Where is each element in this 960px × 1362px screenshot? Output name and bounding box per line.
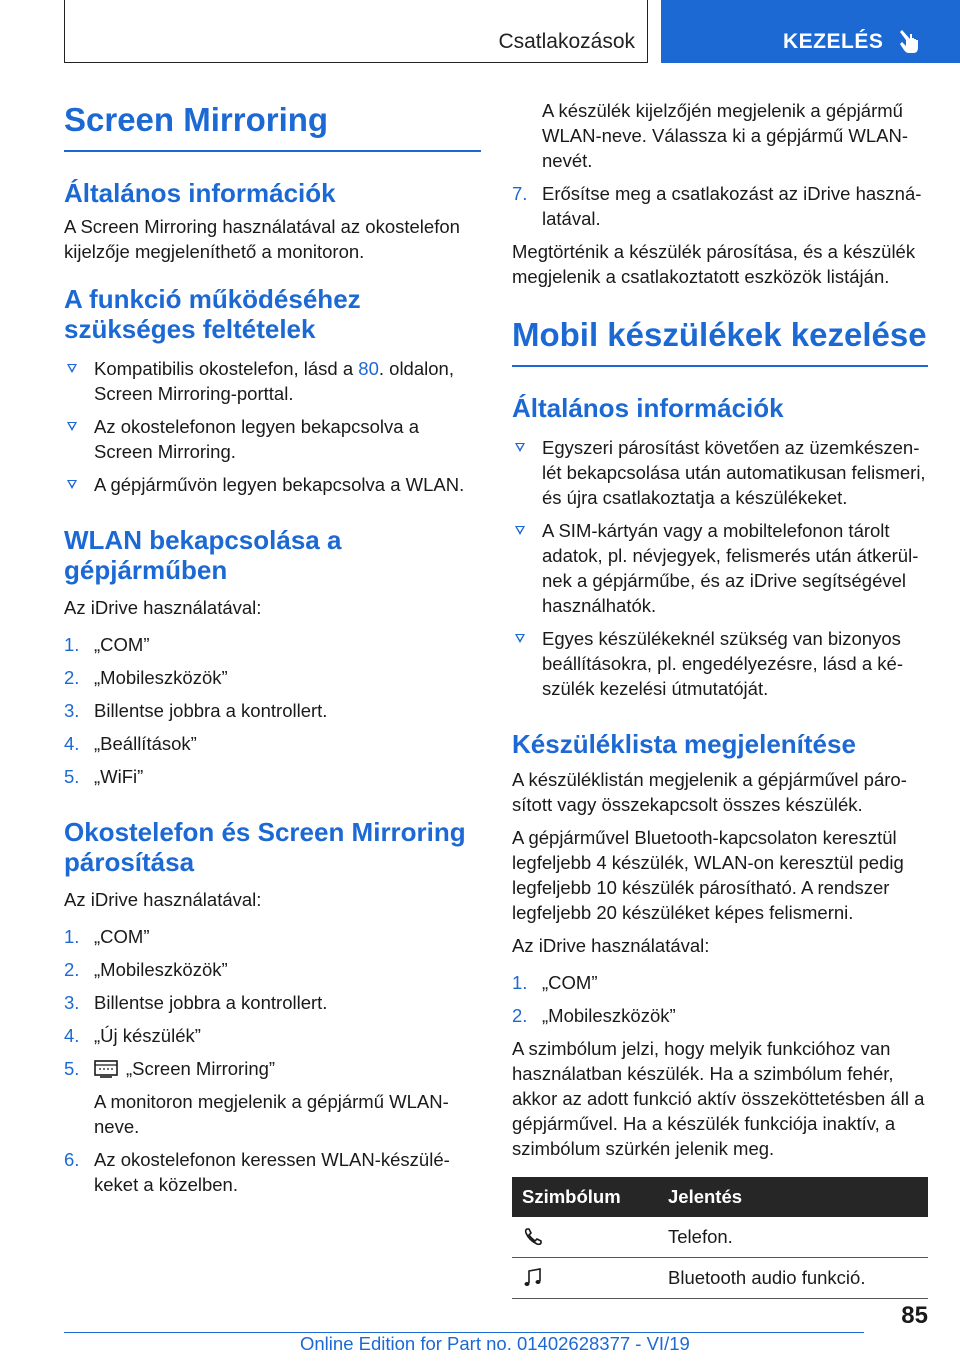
paragraph: A szimbólum jelzi, hogy melyik funkcióhoz van használatban készülék. Ha a szimbólum fehér, akkor az adott funkció aktív összeköttetésben áll a gépjárművel. Ha a készülék funkciója inaktív, a szimbólum szürkén jelenik meg. bbox=[512, 1037, 925, 1159]
right-column bbox=[512, 98, 928, 1299]
numbered-list-continued bbox=[512, 98, 928, 231]
phone-icon bbox=[522, 1226, 544, 1248]
subsection-title: Készüléklista megjelenítése bbox=[512, 728, 856, 759]
table-cell bbox=[512, 1257, 658, 1298]
list-item: Az okostelefonon legyen bekapcsolva a Screen Mirroring. bbox=[64, 414, 481, 464]
section-title-mobile-devices: Mobil készülékek kezelése bbox=[512, 315, 928, 367]
bullet-list bbox=[64, 356, 481, 497]
list-item: 2. „Mobileszközök” bbox=[64, 958, 228, 980]
list-item: 5. „Screen Mirroring” bbox=[64, 1057, 276, 1079]
list-item: 1. „COM” bbox=[512, 971, 598, 993]
bullet-triangle-icon bbox=[515, 443, 525, 452]
list-item: A gépjárművön legyen bekapcsolva a WLAN. bbox=[64, 472, 481, 497]
list-item: 6. Az okostelefonon keressen WLAN-készülékeket a közelben. bbox=[64, 1148, 450, 1195]
table-cell: Bluetooth audio funkció. bbox=[658, 1257, 928, 1298]
list-item: Kompatibilis okostelefon, lásd a 80. oldalon, Screen Mirroring-porttal. bbox=[64, 356, 481, 406]
table-cell: Telefon. bbox=[658, 1217, 928, 1258]
list-item: A készülék kijelzőjén megjelenik a gépjármű WLAN-neve. Válassza ki a gépjármű WLAN-nevét. bbox=[542, 100, 909, 171]
bullet-triangle-icon bbox=[515, 634, 525, 643]
list-item: 4. „Beállítások” bbox=[64, 732, 197, 754]
table-header-cell: Jelentés bbox=[658, 1177, 928, 1217]
header-section-box bbox=[64, 0, 648, 63]
step-note: A monitoron megjelenik a gépjármű WLAN-neve. bbox=[94, 1090, 449, 1137]
header-tab-label: KEZELÉS bbox=[783, 30, 884, 53]
list-item: 2. „Mobileszközök” bbox=[64, 666, 228, 688]
paragraph: A készüléklistán megjelenik a gépjárművel párosított vagy összekapcsolt összes készülék. bbox=[512, 768, 907, 815]
table-row bbox=[512, 1217, 928, 1258]
bullet-list bbox=[512, 435, 928, 701]
table-header-cell: Szimbólum bbox=[512, 1177, 658, 1217]
list-item: 2. „Mobileszközök” bbox=[512, 1004, 676, 1026]
paragraph: Az iDrive használatával: bbox=[64, 888, 262, 910]
header-section-title: Csatlakozások bbox=[498, 30, 635, 53]
footer-edition: Online Edition for Part no. 01402628377 - VI/19 bbox=[300, 1333, 690, 1354]
paragraph: Megtörténik a készülék párosítása, és a készülék megjelenik a csatlakoztatott eszközök listáján. bbox=[512, 241, 916, 287]
bullet-triangle-icon bbox=[67, 364, 77, 373]
list-item: 1. „COM” bbox=[64, 925, 150, 947]
hand-pointer-icon bbox=[897, 26, 923, 56]
bullet-triangle-icon bbox=[515, 526, 525, 535]
list-item: Egyszeri párosítást követően az üzemkészenlét bekapcsolása után automatikusan felismeri, és újra csatlakoztatja a készülékeket. bbox=[512, 435, 928, 510]
paragraph: A Screen Mirroring használatával az okostelefon kijelzője megjeleníthető a monitoron. bbox=[64, 215, 460, 262]
list-item: 5. „WiFi” bbox=[64, 765, 144, 787]
list-item: Egyes készülékeknél szükség van bizonyos beállításokra, pl. engedélyezésre, lásd a készülék kezelési útmutatóját. bbox=[512, 626, 928, 701]
list-item: 7. Erősítse meg a csatlakozást az iDrive használatával. bbox=[512, 183, 922, 229]
section-title-screen-mirroring: Screen Mirroring bbox=[64, 100, 481, 152]
header-tab bbox=[661, 0, 960, 63]
list-item: 3. Billentse jobbra a kontrollert. bbox=[64, 699, 328, 721]
bullet-triangle-icon bbox=[67, 480, 77, 489]
subsection-title: Általános információk bbox=[512, 392, 784, 423]
page-link[interactable]: 80 bbox=[358, 357, 379, 379]
list-item bbox=[64, 1089, 481, 1139]
paragraph: A gépjárművel Bluetooth-kapcsolaton keresztül legfeljebb 4 készülék, WLAN-on keresztül pedig legfeljebb 10 készülék párosítható. A rendszer legfeljebb 20 készüléket képes felismerni. bbox=[512, 826, 904, 923]
screen-mirroring-icon bbox=[94, 1060, 118, 1078]
list-item: 1. „COM” bbox=[64, 633, 150, 655]
list-item: 4. „Új készülék” bbox=[64, 1024, 201, 1046]
table-row bbox=[512, 1257, 928, 1298]
page-number: 85 bbox=[901, 1302, 928, 1329]
left-column bbox=[64, 100, 481, 1205]
list-item: A SIM-kártyán vagy a mobiltelefonon tárolt adatok, pl. névjegyek, felismerés után átkerülnek a gépjárműbe, és az iDrive segítségével használhatók. bbox=[512, 518, 928, 618]
paragraph: Az iDrive használatával: bbox=[64, 596, 262, 618]
subsection-title: Általános információk bbox=[64, 177, 336, 208]
symbol-table bbox=[512, 1177, 928, 1299]
subsection-title: WLAN bekapcsolása a gépjárműben bbox=[64, 524, 342, 585]
numbered-list bbox=[64, 924, 481, 1197]
list-item: 3. Billentse jobbra a kontrollert. bbox=[64, 991, 328, 1013]
table-cell bbox=[512, 1217, 658, 1258]
subsection-title: A funkció működéséhez szükséges feltételek bbox=[64, 283, 361, 344]
numbered-list bbox=[512, 970, 928, 1028]
bullet-triangle-icon bbox=[67, 422, 77, 431]
table-header bbox=[512, 1177, 928, 1217]
music-note-icon bbox=[522, 1267, 544, 1289]
paragraph: Az iDrive használatával: bbox=[512, 934, 710, 956]
subsection-title: Okostelefon és Screen Mirroring párosítása bbox=[64, 816, 466, 877]
numbered-list bbox=[64, 632, 481, 789]
